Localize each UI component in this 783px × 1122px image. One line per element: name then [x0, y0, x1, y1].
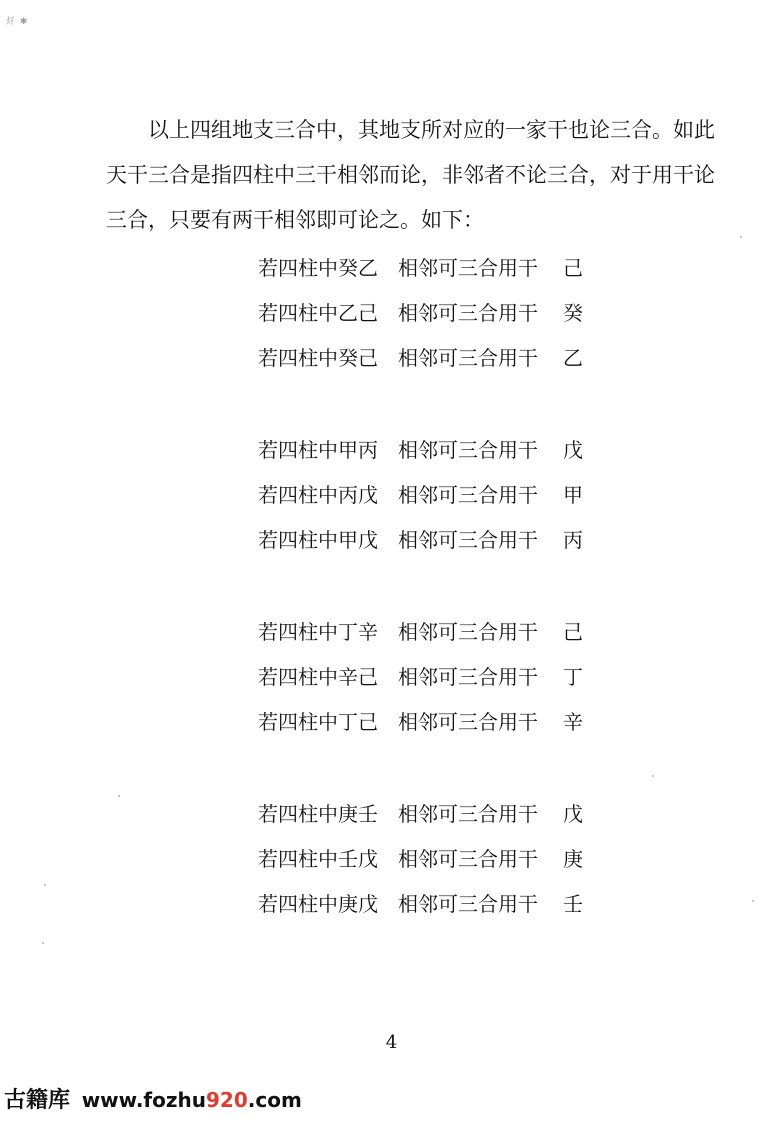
scan-speck — [752, 900, 754, 902]
combination-condition: 若四柱中壬戊 — [258, 847, 378, 871]
combination-result: 辛 — [563, 710, 583, 734]
combination-result: 己 — [563, 620, 583, 644]
site-name: 古籍库 — [4, 1088, 71, 1113]
combination-rule: 相邻可三合用干 — [398, 438, 538, 462]
combination-rule: 相邻可三合用干 — [398, 301, 538, 325]
combination-row — [258, 246, 583, 291]
scan-speck — [44, 884, 46, 886]
scan-speck — [652, 775, 654, 777]
combination-condition: 若四柱中癸乙 — [258, 256, 378, 280]
combination-row — [258, 837, 583, 882]
combination-result: 乙 — [563, 346, 583, 370]
site-url — [82, 1088, 302, 1112]
intro-line: 三合，只要有两干相邻即可论之。如下： — [106, 208, 484, 232]
combination-condition: 若四柱中庚戊 — [258, 892, 378, 916]
combination-result: 庚 — [563, 847, 583, 871]
combination-rule: 相邻可三合用干 — [398, 483, 538, 507]
combination-row — [258, 610, 583, 655]
combination-rule: 相邻可三合用干 — [398, 847, 538, 871]
combination-row — [258, 792, 583, 837]
corner-mark: 㶥 ✱ — [6, 17, 29, 27]
combination-row — [258, 655, 583, 700]
combination-condition: 若四柱中乙己 — [258, 301, 378, 325]
site-url-suffix: .com — [247, 1088, 302, 1112]
combination-condition: 若四柱中庚壬 — [258, 802, 378, 826]
combination-rule: 相邻可三合用干 — [398, 710, 538, 734]
combination-result: 癸 — [563, 301, 583, 325]
combination-condition: 若四柱中甲戊 — [258, 528, 378, 552]
intro-line: 以上四组地支三合中，其地支所对应的一家干也论三合。如此 — [148, 118, 715, 142]
combination-result: 丙 — [563, 528, 583, 552]
combination-row — [258, 428, 583, 473]
combination-result: 戊 — [563, 802, 583, 826]
combination-condition: 若四柱中癸己 — [258, 346, 378, 370]
combination-rule: 相邻可三合用干 — [398, 892, 538, 916]
combination-row — [258, 518, 583, 563]
combination-condition: 若四柱中丙戊 — [258, 483, 378, 507]
combination-rule: 相邻可三合用干 — [398, 620, 538, 644]
site-watermark — [4, 1083, 302, 1114]
combination-rule: 相邻可三合用干 — [398, 346, 538, 370]
combination-row — [258, 700, 583, 745]
combination-group — [258, 428, 583, 563]
combination-rule: 相邻可三合用干 — [398, 665, 538, 689]
intro-line: 天干三合是指四柱中三干相邻而论，非邻者不论三合，对于用干论 — [106, 163, 715, 187]
combination-result: 丁 — [563, 665, 583, 689]
combination-condition: 若四柱中辛己 — [258, 665, 378, 689]
combination-row — [258, 336, 583, 381]
combination-result: 甲 — [563, 483, 583, 507]
site-url-number: 920 — [206, 1088, 248, 1112]
combination-rule: 相邻可三合用干 — [398, 528, 538, 552]
scan-speck — [42, 942, 44, 944]
scan-speck — [740, 236, 742, 238]
combination-result: 壬 — [563, 892, 583, 916]
combination-condition: 若四柱中丁辛 — [258, 620, 378, 644]
combination-condition: 若四柱中丁己 — [258, 710, 378, 734]
combination-row — [258, 291, 583, 336]
combination-row — [258, 882, 583, 927]
stem-combination-list — [258, 246, 583, 974]
combination-result: 戊 — [563, 438, 583, 462]
combination-condition: 若四柱中甲丙 — [258, 438, 378, 462]
combination-group — [258, 792, 583, 927]
combination-group — [258, 610, 583, 745]
combination-row — [258, 473, 583, 518]
page-number: 4 — [385, 1032, 398, 1053]
combination-rule: 相邻可三合用干 — [398, 802, 538, 826]
site-url-prefix: www.fozhu — [81, 1088, 206, 1112]
combination-result: 己 — [563, 256, 583, 280]
combination-group — [258, 246, 583, 381]
scan-speck — [118, 795, 120, 797]
combination-rule: 相邻可三合用干 — [398, 256, 538, 280]
intro-paragraph — [106, 108, 746, 243]
